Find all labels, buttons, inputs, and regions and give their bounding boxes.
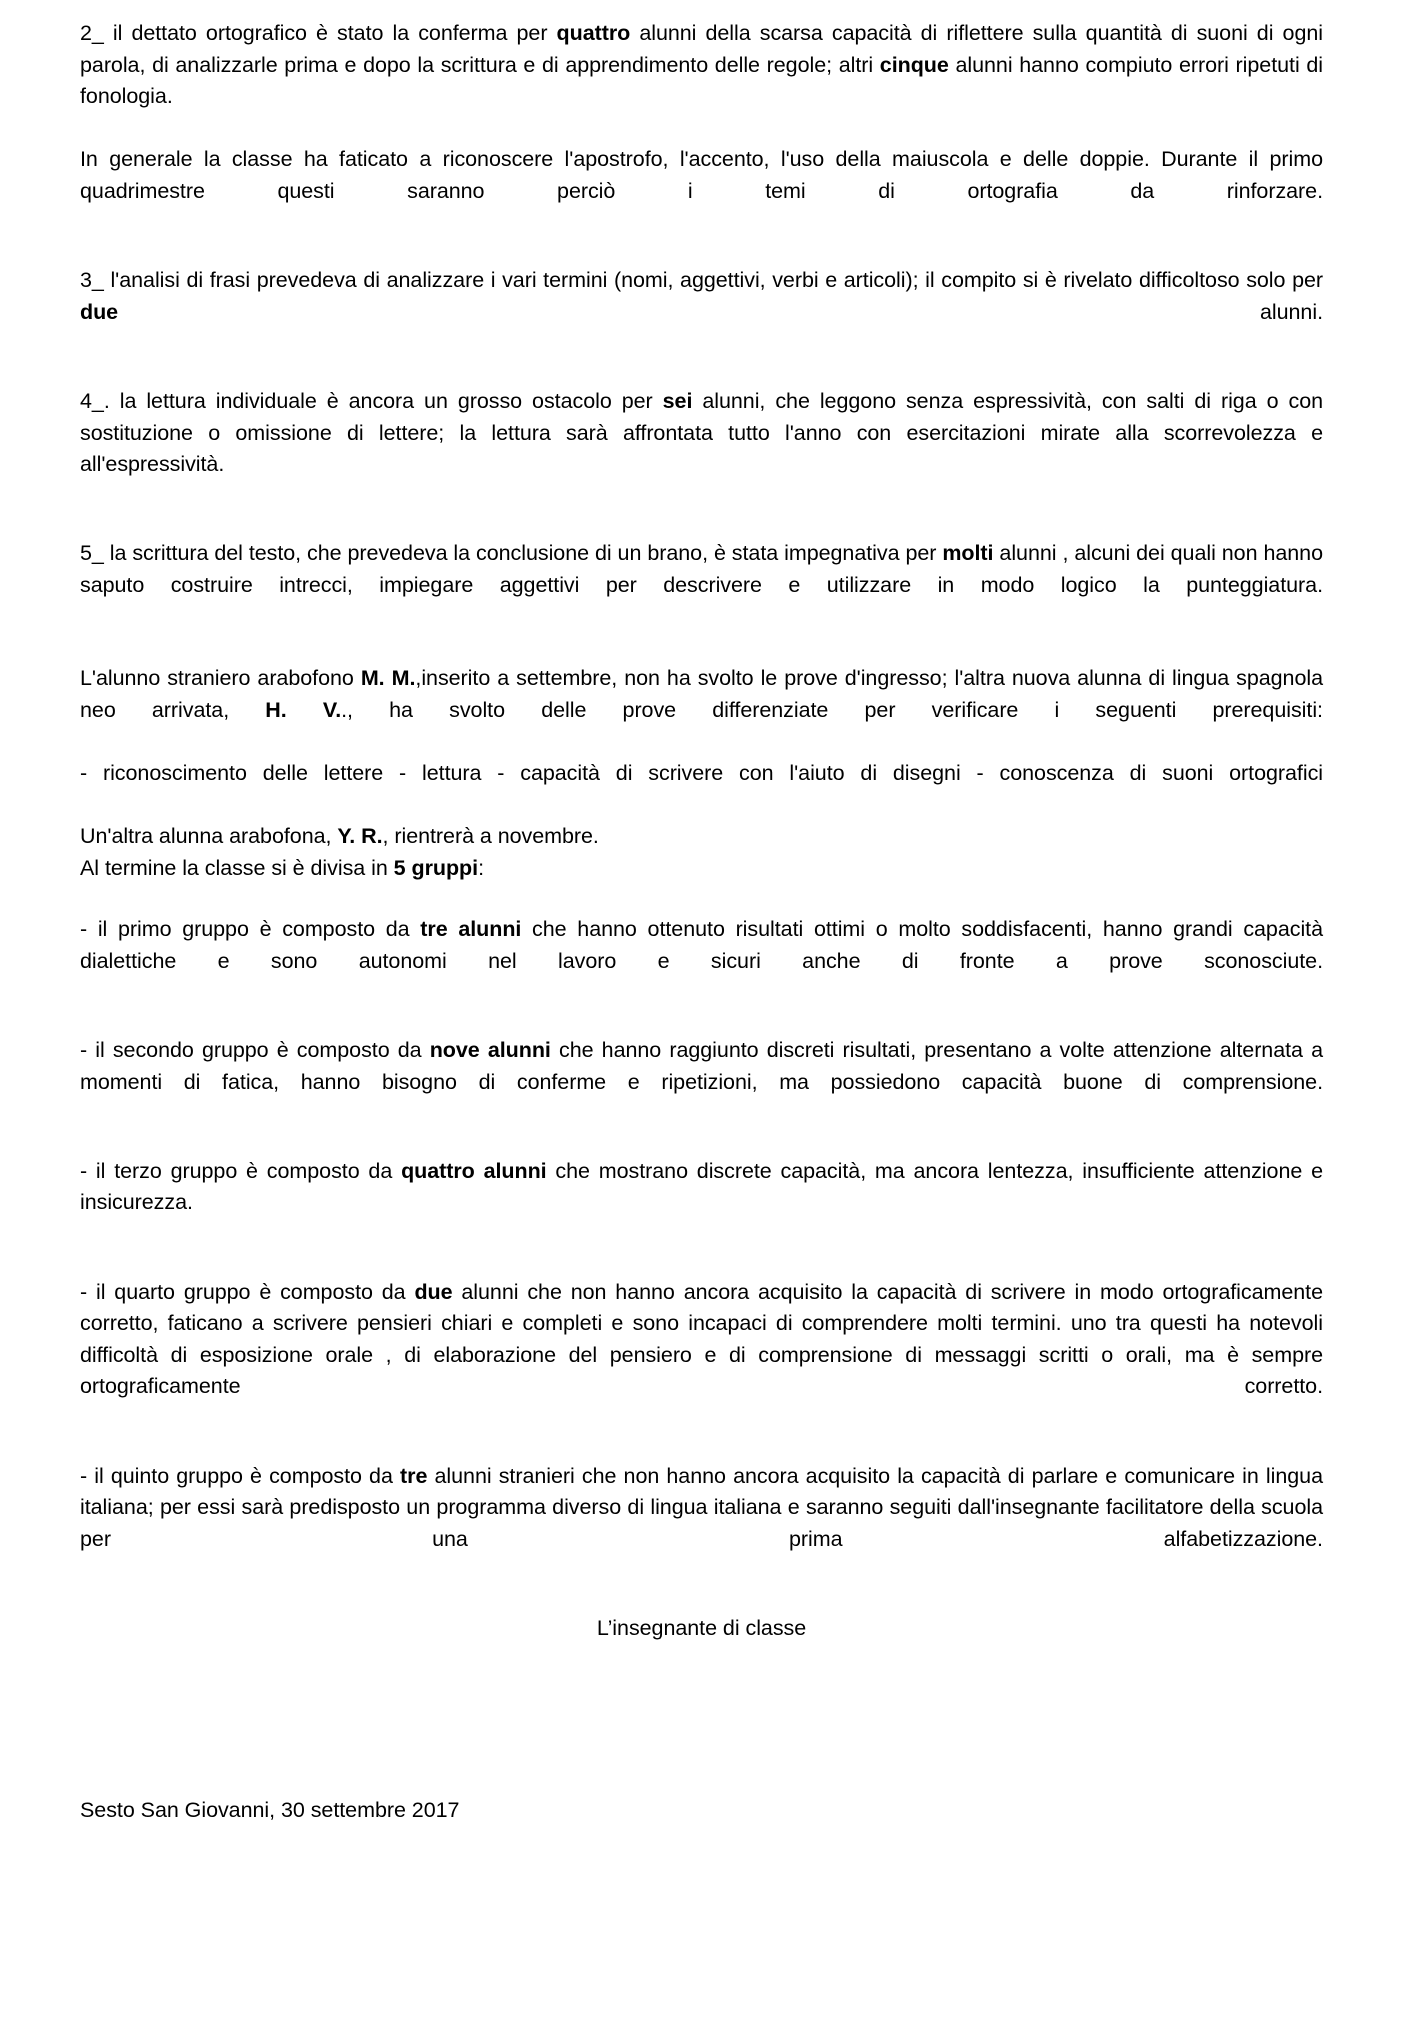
paragraph-spacer	[80, 512, 1323, 538]
emphasis-text: Y. R.	[337, 824, 383, 849]
body-text: 4_. la lettura individuale è ancora un grosso ostacolo per	[80, 388, 663, 413]
body-text: che hanno ottenuto risultati ottimi o molto soddisfacenti, hanno grandi capacità dialettiche e sono autonomi nel lavoro e sicuri anche di fronte a prove sconosciute.	[80, 917, 1323, 973]
body-text: - il quinto gruppo è composto da	[80, 1463, 401, 1488]
paragraph-foreign-students	[80, 663, 1323, 758]
date-location-line: Sesto San Giovanni, 30 settembre 2017	[80, 1797, 460, 1822]
paragraph-item-3	[80, 265, 1323, 360]
emphasis-text: M. M.	[360, 666, 416, 691]
paragraph-item-2-general	[80, 144, 1323, 239]
paragraph-group-5	[80, 1461, 1323, 1587]
emphasis-text: H. V.	[265, 697, 342, 722]
body-text: alunni stranieri che non hanno ancora acquisito la capacità di parlare e comunicare in lingua italiana; per essi sarà predisposto un programma diverso di lingua italiana e saranno seguiti dall'insegnante facilitatore della scuola per una prima alfabetizzazione.	[80, 1463, 1323, 1551]
paragraph-groups-intro	[80, 853, 1323, 885]
paragraph-spacer	[80, 1435, 1323, 1461]
emphasis-text: tre	[400, 1463, 428, 1488]
paragraph-spacer	[80, 884, 1323, 914]
signature-date-gap	[80, 1645, 1323, 1795]
body-text: 2_ il dettato ortografico è stato la conferma per	[80, 21, 557, 45]
body-text: che mostrano discrete capacità, ma ancora lentezza, insufficiente attenzione e insicurezza.	[80, 1158, 1323, 1215]
paragraph-prerequisites	[80, 758, 1323, 821]
emphasis-text: nove alunni	[429, 1038, 551, 1063]
paragraph-other-student	[80, 821, 1323, 853]
paragraph-spacer	[80, 1009, 1323, 1035]
paragraph-spacer	[80, 1587, 1323, 1613]
body-text: - il quarto gruppo è composto da	[80, 1279, 415, 1304]
emphasis-text: tre alunni	[420, 917, 522, 942]
body-text: alunni della scarsa capacità di riflettere sulla quantità di suoni di ogni parola, di analizzarle prima e dopo la scrittura e di apprendimento delle regole; altri	[80, 21, 1323, 77]
body-text: , rientrerà a novembre.	[382, 824, 599, 849]
document-body	[80, 18, 1323, 1826]
emphasis-text: molti	[942, 541, 994, 566]
body-text: - riconoscimento delle lettere - lettura - capacità di scrivere con l'aiuto di disegni - conoscenza di suoni ortografici	[80, 760, 1323, 785]
paragraph-group-4	[80, 1277, 1323, 1435]
body-text: Un'altra alunna arabofona,	[80, 824, 338, 849]
body-text: 5_ la scrittura del testo, che prevedeva la conclusione di un brano, è stata impegnativa per	[80, 541, 943, 566]
paragraph-group-3	[80, 1156, 1323, 1251]
paragraph-item-2	[80, 18, 1323, 144]
body-text: alunni.	[118, 299, 1323, 324]
body-text: alunni, che leggono senza espressività, con salti di riga o con sostituzione o omissione di lettere; la lettura sarà affrontata tutto l'anno con esercitazioni mirate alla scorrevolezza e all'espressività.	[80, 388, 1324, 477]
body-text: L'alunno straniero arabofono	[80, 666, 361, 691]
paragraph-spacer	[80, 633, 1323, 663]
paragraph-spacer	[80, 239, 1323, 265]
emphasis-text: sei	[662, 388, 693, 413]
body-text: ,inserito a settembre, non ha svolto le prove d'ingresso; l'altra nuova alunna di lingua spagnola neo arrivata,	[80, 666, 1324, 722]
body-text: In generale la classe ha faticato a riconoscere l'apostrofo, l'accento, l'uso della maiuscola e delle doppie. Durante il primo quadrimestre questi saranno perciò i temi di ortografia da rinforzare.	[80, 147, 1323, 203]
paragraph-item-5	[80, 538, 1323, 633]
emphasis-text: cinque	[879, 52, 949, 77]
paragraph-group-2	[80, 1035, 1323, 1130]
body-text: alunni che non hanno ancora acquisito la capacità di scrivere in modo ortograficamente corretto, faticano a scrivere pensieri chiari e completi e sono incapaci di comprendere molti termini. uno tra questi ha notevoli difficoltà di esposizione orale , di elaborazione del pensiero e di comprensione di messaggi scritti o orali, ma è sempre ortograficamente corretto.	[80, 1279, 1324, 1399]
body-text: - il secondo gruppo è composto da	[80, 1038, 430, 1063]
emphasis-text: due	[414, 1279, 453, 1304]
body-text: che hanno raggiunto discreti risultati, presentano a volte attenzione alternata a momenti di fatica, hanno bisogno di conferme e ripetizioni, ma possiedono capacità buone di comprensione.	[80, 1038, 1323, 1094]
body-text: ., ha svolto delle prove differenziate per verificare i seguenti prerequisiti:	[341, 697, 1323, 722]
paragraph-spacer	[80, 1251, 1323, 1277]
paragraph-item-4	[80, 386, 1323, 512]
body-text: 3_ l'analisi di frasi prevedeva di analizzare i vari termini (nomi, aggettivi, verbi e articoli); il compito si è rivelato difficoltoso solo per	[80, 268, 1323, 293]
body-text: - il primo gruppo è composto da	[80, 917, 421, 942]
body-text: alunni hanno compiuto errori ripetuti di fonologia.	[80, 52, 1323, 109]
body-text: alunni , alcuni dei quali non hanno saputo costruire intrecci, impiegare aggettivi per descrivere e utilizzare in modo logico la punteggiatura.	[80, 541, 1323, 597]
emphasis-text: due	[80, 299, 119, 324]
paragraph-spacer	[80, 1130, 1323, 1156]
paragraph-spacer	[80, 360, 1323, 386]
paragraph-group-1	[80, 914, 1323, 1009]
emphasis-text: 5 gruppi	[393, 855, 479, 880]
signature-line: L’insegnante di classe	[596, 1615, 807, 1640]
body-text: :	[478, 855, 484, 880]
emphasis-text: quattro	[556, 21, 631, 45]
emphasis-text: quattro alunni	[401, 1158, 547, 1183]
body-text: Al termine la classe si è divisa in	[80, 855, 394, 880]
body-text: - il terzo gruppo è composto da	[80, 1158, 402, 1183]
